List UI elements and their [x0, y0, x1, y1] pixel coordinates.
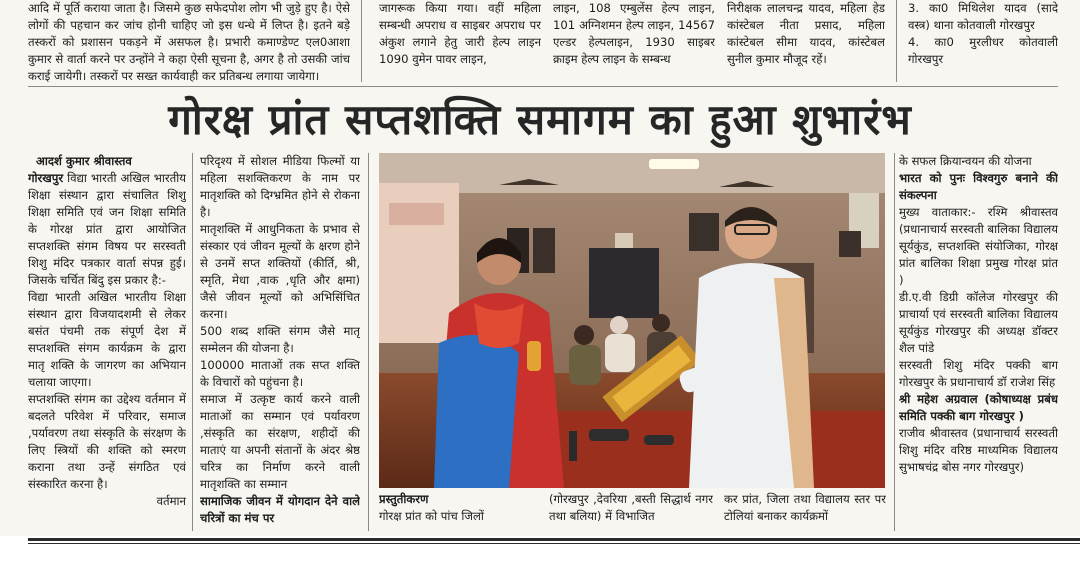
paragraph: 100000 माताओं तक सप्त शक्ति के विचारों को पहुंचना है।: [200, 358, 360, 389]
page-footer-band: [0, 536, 1080, 576]
column-divider: [192, 153, 193, 531]
headline: गोरक्ष प्रांत सप्तशक्ति समागम का हुआ शुभारंभ: [168, 95, 912, 144]
paragraph: 500 शब्द शक्ति संगम जैसे मातृ सम्मेलन की योजना है।: [200, 324, 360, 355]
column-divider: [896, 0, 897, 82]
list-item: 4. का0 मुरलीधर कोतवाली गोरखपुर: [908, 35, 1058, 66]
top-right-list: [908, 0, 1058, 84]
page-bottom-rule: [28, 543, 1080, 544]
event-photo: [379, 153, 885, 488]
subheading: श्री महेश अग्रवाल (कोषाध्यक्ष प्रबंध समिति पक्की बाग गोरखपुर ): [899, 392, 1058, 423]
caption-text: गोरक्ष प्रांत को पांच जिलों: [379, 509, 484, 523]
column-divider: [368, 153, 369, 531]
top-mid-article-2: लाइन, 108 एम्बुलेंस हेल्प लाइन, 101 अग्निशमन हेल्प लाइन, 14567 एल्डर हेल्पलाइन, 1930 साइबर क्राइम हेल्प लाइन के सम्बन्ध: [553, 1, 715, 66]
byline: आदर्श कुमार श्रीवास्तव: [36, 154, 132, 168]
photo-caption-2: (गोरखपुर ,देवरिया ,बस्ती सिद्धार्थ नगर तथा बलिया) में विभाजित: [549, 492, 713, 523]
paragraph: सप्तशक्ति संगम का उद्देश्य वर्तमान में बदलते परिवेश में परिवार, समाज ,पर्यावरण तथा संस्कृति के संरक्षण के लिए स्त्रियों की शक्ति को स्मरण कराना तथा उन्हें संगठित एवं संस्कारित करना है।: [28, 392, 186, 491]
column-divider: [361, 0, 362, 82]
column-divider: [894, 153, 895, 531]
paragraph: राजीव श्रीवास्तव (प्रधानाचार्य सरस्वती शिशु मंदिर वरिष्ठ माध्यमिक विद्यालय सुभाषचंद्र बोस नगर गोरखपुर): [899, 426, 1058, 474]
article-column-5: [899, 153, 1058, 531]
top-mid-article-1: जागरूक किया गया। वहीं महिला सम्बन्धी अपराध व साइबर अपराध पर अंकुश लगाने हेतु जारी हेल्प लाइन 1090 वुमेन पावर लाइन,: [379, 1, 541, 66]
paragraph: गोरखपुर विद्या भारती अखिल भारतीय शिक्षा संस्थान द्वारा संचालित शिशु शिक्षा समिति एवं जन शिक्षा समिति के गोरक्ष प्रांत द्वारा आयोजित सप्तशक्ति संगम विषय पर सरस्वती शिशु मंदिर पत्रकार वार्ता संपन्न हुई। जिसके चर्चित बिंदु इस प्रकार है:-: [28, 171, 186, 287]
top-mid-article-3: निरीक्षक लालचन्द्र यादव, महिला हेड कांस्टेबल नीता प्रसाद, महिला कांस्टेबल सीमा यादव, कांस्टेबल सुनील कुमार मौजूद रहें।: [727, 1, 885, 66]
list-item: 3. का0 मिथिलेश यादव (सादे वस्त्र) थाना कोतवाली गोरखपुर: [908, 1, 1058, 32]
top-left-article: आदि में पूर्ति कराया जाता है। जिसमे कुछ सफेदपोश लोग भी जुड़े हुए है। ऐसे लोगों की पहचान कर जांच होनी चाहिए जो इस धन्धे में लिप्त है। इतने बड़े तस्करों को प्रशासन पकड़ने में असफल है। प्रभारी कमाण्डेण्ट एल0आशा कुमार से वार्ता करने पर उन्होंने ने कहा ऐसी सूचना है, अगर है तो उसकी जांच कराई जायेगी। तस्करों पर सख्त कार्यवाही कर प्रतिबन्ध लगाया जायेगा।: [28, 1, 350, 83]
paragraph: डी.ए.वी डिग्री कॉलेज गोरखपुर की प्राचार्या एवं सरस्वती बालिका विद्यालय सूर्यकुंड गोरखपुर की अध्यक्ष डॉक्टर शैल पांडे: [899, 290, 1058, 355]
article-column-1: [28, 153, 186, 531]
subheading: भारत को पुनः विश्वगुरु बनाने की संकल्पना: [899, 171, 1058, 202]
paragraph: मुख्य वाताकार:- रश्मि श्रीवास्तव (प्रधानाचार्य सरस्वती बालिका विद्यालय सूर्यकुंड, सप्तशक्ति संयोजिका, गोरक्ष प्रांत बालिका शिक्षा प्रमुख गोरक्ष प्रांत ): [899, 205, 1058, 287]
paragraph: परिदृश्य में सोशल मीडिया फिल्मों या महिला सशक्तिकरण के नाम पर मातृशक्ति को दिग्भ्रमित होने से रोकना है।: [200, 154, 360, 219]
paragraph: समाज में उत्कृष्ट कार्य करने वाली माताओं का सम्मान एवं पर्यावरण ,संस्कृति का संरक्षण, शहीदों की माताएं या अपनी संतानों के अंदर श्रेष्ठ चरित्र का निर्माण करने वाली मातृशक्ति का सम्मान: [200, 392, 360, 491]
page-bottom-rule: [28, 538, 1080, 541]
photo-caption-1: [379, 491, 537, 533]
paragraph: विद्या भारती अखिल भारतीय शिक्षा संस्थान द्वारा विजयादशमी से लेकर बसंत पंचमी तक संपूर्ण देश में सप्तशक्ति संगम कार्यक्रम के द्वारा मातृ शक्ति के जागरण का अभियान चलाया जाएगा।: [28, 290, 186, 389]
paragraph: मातृशक्ति में आधुनिकता के प्रभाव से संस्कार एवं जीवन मूल्यों के क्षरण होने से उनमें सप्त शक्तियों (कीर्ति, श्री, स्मृति, मेधा ,वाक ,धृति और क्षमा) जैसे जीवन मूल्यों को अभिसिंचित करना।: [200, 222, 360, 321]
paragraph: सरस्वती शिशु मंदिर पक्की बाग गोरखपुर के प्रधानाचार्य डॉ राजेश सिंह: [899, 358, 1058, 389]
paragraph: सामाजिक जीवन में योगदान देने वाले चरित्रों का मंच पर: [200, 494, 360, 525]
article-column-2: [200, 153, 360, 531]
section-divider: [28, 86, 1058, 87]
paragraph: के सफल क्रियान्वयन की योजना: [899, 154, 1032, 168]
caption-label: प्रस्तुतीकरण: [379, 492, 429, 506]
photo-caption-3: कर प्रांत, जिला तथा विद्यालय स्तर पर टोलियां बनाकर कार्यक्रमों: [724, 492, 886, 523]
paragraph: वर्तमान: [156, 494, 186, 508]
dateline: गोरखपुर: [28, 171, 64, 185]
